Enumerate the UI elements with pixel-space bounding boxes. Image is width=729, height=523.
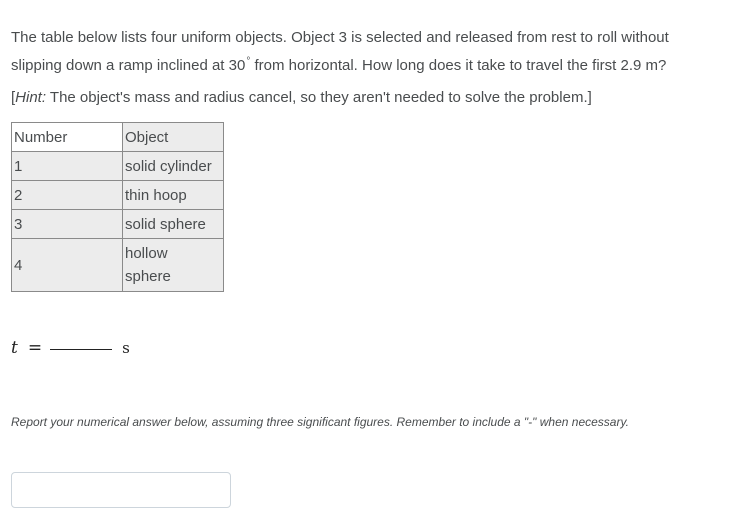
equals-sign: = (27, 338, 43, 358)
table-row (12, 239, 224, 292)
hint-label: Hint: (15, 89, 47, 106)
answer-input[interactable] (11, 472, 231, 508)
row-object (123, 239, 224, 292)
question-text (11, 26, 723, 78)
row-number: 4 (12, 239, 123, 292)
degree-symbol: ° (246, 56, 251, 67)
row-number: 1 (12, 152, 123, 181)
table-row (12, 210, 224, 239)
row-object: solid cylinder (123, 152, 224, 181)
row-number: 3 (12, 210, 123, 239)
answer-unit: s (122, 339, 130, 357)
row-object-line2: sphere (125, 268, 171, 285)
table-row (12, 152, 224, 181)
table-header-row (12, 123, 224, 152)
header-number: Number (12, 123, 123, 152)
answer-blank (50, 348, 112, 350)
row-object: solid sphere (123, 210, 224, 239)
hint-body: The object's mass and radius cancel, so they aren't needed to solve the problem.] (46, 89, 592, 106)
hint-open-bracket: [ (11, 89, 16, 106)
row-object-line1: hollow (125, 245, 168, 262)
objects-table (11, 122, 224, 292)
row-object: thin hoop (123, 181, 224, 210)
row-number: 2 (12, 181, 123, 210)
header-object: Object (123, 123, 224, 152)
report-instructions: Report your numerical answer below, assuming three significant figures. Remember to include a "-" when necessary. (11, 415, 629, 429)
hint-text (11, 86, 723, 110)
question-text-part1: The table below lists four uniform objects. Object 3 is selected and released from rest to roll without slipping down a ramp inclined at 30 (11, 29, 669, 74)
answer-equation (11, 338, 130, 358)
answer-variable: t (11, 338, 18, 358)
question-text-part2: from horizontal. How long does it take to travel the first 2.9 m? (250, 57, 667, 74)
table-row (12, 181, 224, 210)
